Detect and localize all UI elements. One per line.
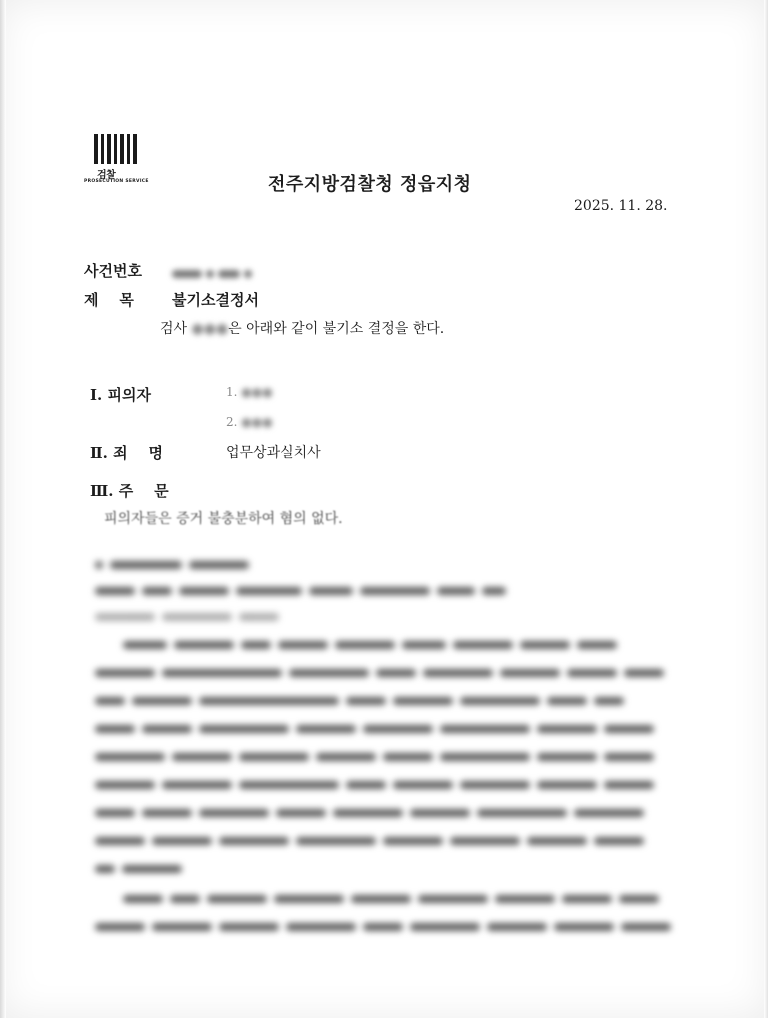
suspect-1-redacted: ●●● — [241, 385, 273, 399]
prosecution-logo — [84, 134, 149, 194]
suspect-item-1: 1. ●●● — [226, 385, 273, 399]
order-text: 피의자들은 증거 불충분하여 혐의 없다. — [104, 511, 343, 527]
page-edge-right — [764, 0, 768, 1018]
redacted-body-text — [95, 552, 695, 952]
office-title: 전주지방검찰청 정읍지청 — [268, 174, 472, 195]
suspect-item-2: 2. ●●● — [226, 415, 273, 429]
page-edge-left — [0, 0, 6, 1018]
order-label: Ⅲ. 주 문 — [90, 482, 169, 500]
prosecutor-name-redacted: ●●● — [191, 321, 229, 337]
case-number-redacted — [172, 263, 256, 282]
logo-subtitle: PROSECUTION SERVICE — [84, 179, 149, 184]
decision-text: 은 아래와 같이 불기소 결정을 한다. — [228, 321, 445, 337]
offense-label: Ⅱ. 죄 명 — [90, 444, 163, 462]
document-date: 2025. 11. 28. — [574, 198, 668, 214]
decision-line — [160, 318, 444, 338]
offense-value: 업무상과실치사 — [226, 445, 321, 461]
suspect-label: Ⅰ. 피의자 — [90, 386, 151, 404]
suspect-2-redacted: ●●● — [241, 415, 273, 429]
title-value: 불기소결정서 — [172, 291, 259, 309]
decision-prefix: 검사 — [160, 321, 188, 337]
logo-bars-icon — [94, 134, 137, 164]
title-label: 제 목 — [84, 291, 134, 309]
case-number-label: 사건번호 — [84, 262, 142, 280]
logo-name: 검찰 — [97, 170, 116, 181]
